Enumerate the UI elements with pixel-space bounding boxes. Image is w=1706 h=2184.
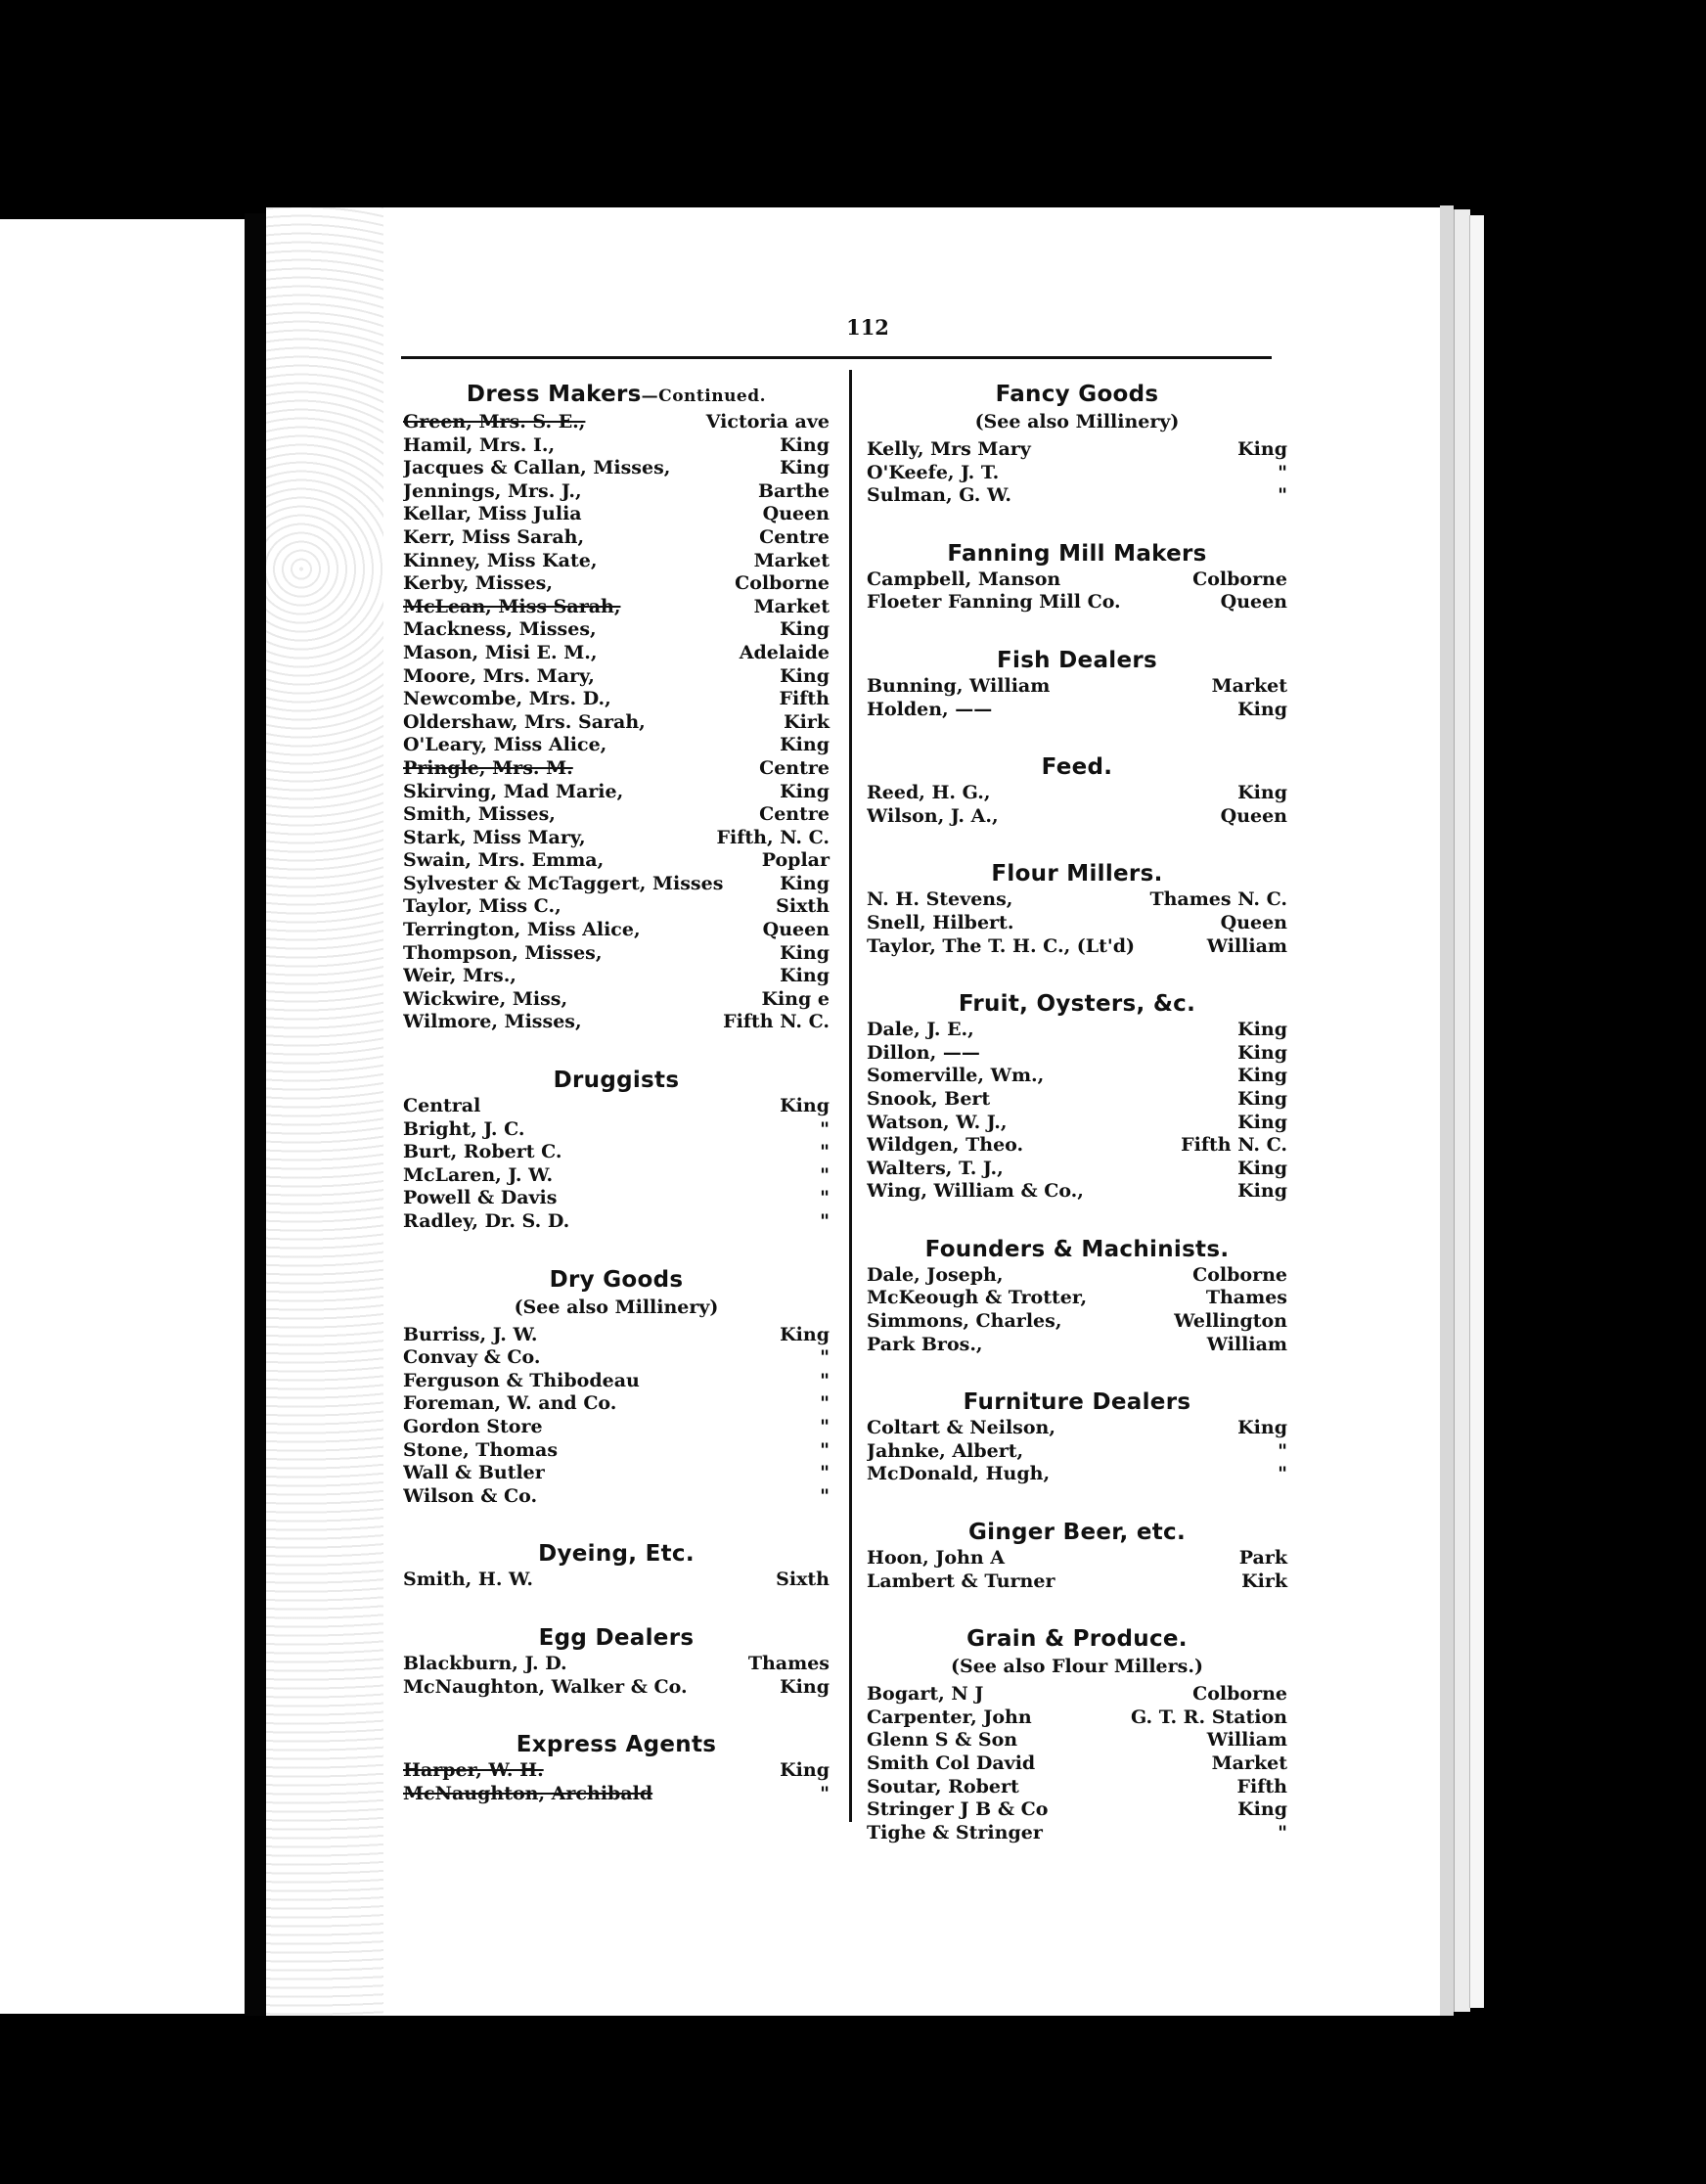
directory-entry: [403, 711, 830, 735]
entry-name: Ferguson & Thibodeau: [403, 1369, 640, 1391]
directory-entry: [867, 591, 1287, 614]
entry-name: Wickwire, Miss,: [403, 987, 568, 1010]
section-dry-goods: [403, 1265, 830, 1526]
entry-street: ": [820, 1782, 830, 1804]
section-furniture-dealers: [867, 1388, 1287, 1504]
directory-entry: [867, 1287, 1287, 1310]
directory-entry: [867, 1019, 1287, 1042]
section-heading: Fanning Mill Makers: [947, 540, 1207, 567]
directory-entry: [403, 827, 830, 850]
entry-name: Snook, Bert: [867, 1087, 991, 1110]
entry-name: Mason, Misi E. M.,: [403, 641, 598, 663]
entry-name: Burt, Robert C.: [403, 1141, 562, 1163]
directory-entry: [403, 942, 830, 966]
section-feed: [867, 752, 1287, 845]
entry-street: Thames: [1205, 1287, 1287, 1309]
section-heading: Egg Dealers: [538, 1624, 695, 1651]
entry-street: Market: [753, 595, 830, 617]
entry-street: William: [1206, 1333, 1287, 1355]
section-fancy-goods: [867, 380, 1287, 525]
entry-name: Sulman, G. W.: [867, 484, 1011, 507]
directory-entry: [403, 1370, 830, 1393]
entry-name: Jacques & Callan, Misses,: [403, 457, 671, 479]
entry-name: Thompson, Misses,: [403, 941, 603, 964]
directory-entry: [867, 1776, 1287, 1799]
entry-name: Kellar, Miss Julia: [403, 503, 582, 525]
directory-entry: [403, 642, 830, 665]
section-ginger-beer-etc: [867, 1518, 1287, 1611]
directory-entry: [867, 1042, 1287, 1066]
directory-entry: [403, 1759, 830, 1783]
page-edge: [1469, 215, 1484, 2008]
heading-suffix: —Continued.: [641, 387, 767, 406]
entry-street: Colborne: [1192, 1263, 1287, 1286]
directory-entry: [403, 849, 830, 873]
entry-street: King: [780, 1323, 830, 1345]
directory-entry: [403, 781, 830, 804]
entry-name: Glenn S & Son: [867, 1729, 1018, 1752]
entry-street: King: [780, 433, 830, 456]
entry-name: Bogart, N J: [867, 1683, 984, 1706]
directory-entry: [403, 1485, 830, 1509]
directory-entry: [403, 734, 830, 757]
entry-name: Jennings, Mrs. J.,: [403, 479, 582, 502]
entry-street: Centre: [759, 803, 830, 826]
entry-street: Thames N. C.: [1149, 888, 1287, 911]
entry-name: Hamil, Mrs. I.,: [403, 433, 556, 456]
entry-name: Dale, Joseph,: [867, 1263, 1004, 1286]
directory-entry: [403, 1210, 830, 1234]
entry-street: William: [1206, 1729, 1287, 1752]
entry-name: Kerr, Miss Sarah,: [403, 525, 585, 548]
entry-name: Kelly, Mrs Mary: [867, 438, 1031, 460]
entry-street: Queen: [1220, 911, 1287, 933]
entry-name: O'Leary, Miss Alice,: [403, 734, 607, 756]
entry-street: ": [1278, 484, 1287, 507]
section-fanning-mill-makers: [867, 539, 1287, 632]
entry-name: McNaughton, Walker & Co.: [403, 1675, 688, 1698]
entry-name: Snell, Hilbert.: [867, 911, 1014, 933]
entry-name: McNaughton, Archibald: [403, 1782, 653, 1804]
entry-name: McDonald, Hugh,: [867, 1463, 1051, 1485]
entry-name: Kinney, Miss Kate,: [403, 549, 598, 571]
directory-entry: [867, 438, 1287, 462]
entry-name: Holden, ——: [867, 698, 993, 720]
entry-street: King: [1237, 438, 1287, 460]
directory-entry: [867, 1729, 1287, 1752]
entry-street: Centre: [759, 525, 830, 548]
entry-street: ": [820, 1163, 830, 1186]
header-rule: [401, 356, 1272, 359]
entry-name: Soutar, Robert: [867, 1775, 1019, 1797]
entry-street: King: [780, 780, 830, 802]
entry-name: Wilson & Co.: [403, 1484, 538, 1507]
section-fruit-oysters-c: [867, 989, 1287, 1221]
section-flour-millers: [867, 859, 1287, 976]
entry-name: Stringer J B & Co: [867, 1798, 1049, 1821]
entry-street: Kirk: [784, 710, 830, 733]
directory-entry: [403, 1783, 830, 1806]
entry-street: ": [820, 1187, 830, 1209]
directory-page: [266, 207, 1440, 2016]
entry-name: Bunning, William: [867, 674, 1051, 697]
directory-entry: [867, 1264, 1287, 1288]
directory-entry: [403, 1164, 830, 1188]
entry-name: Stark, Miss Mary,: [403, 826, 586, 848]
entry-street: King: [1237, 1087, 1287, 1110]
entry-name: Watson, W. J.,: [867, 1111, 1008, 1133]
entry-name: Jahnke, Albert,: [867, 1439, 1024, 1462]
directory-entry: [867, 1112, 1287, 1135]
entry-street: King: [780, 1095, 830, 1117]
entry-name: Radley, Dr. S. D.: [403, 1210, 570, 1232]
directory-entry: [403, 457, 830, 480]
entry-name: Stone, Thomas: [403, 1438, 559, 1461]
page-edge: [1440, 205, 1454, 2016]
section-dress-makers: [403, 380, 830, 1052]
directory-entry: [867, 1134, 1287, 1158]
entry-name: McLean, Miss Sarah,: [403, 595, 621, 617]
directory-entry: [403, 572, 830, 596]
entry-name: Gordon Store: [403, 1415, 543, 1437]
entry-name: Bright, J. C.: [403, 1117, 525, 1140]
entry-name: Newcombe, Mrs. D.,: [403, 688, 611, 710]
entry-street: ": [820, 1369, 830, 1391]
directory-entry: [403, 1676, 830, 1700]
directory-entry: [403, 1187, 830, 1210]
entry-name: Dillon, ——: [867, 1041, 980, 1064]
print-speckle: [266, 207, 383, 2016]
entry-name: Kerby, Misses,: [403, 572, 553, 595]
entry-street: Fifth: [779, 688, 830, 710]
directory-entry: [403, 434, 830, 458]
entry-street: Queen: [762, 503, 830, 525]
entry-name: Smith, Misses,: [403, 803, 556, 826]
entry-street: Wellington: [1174, 1310, 1287, 1333]
entry-street: Park: [1238, 1547, 1287, 1570]
entry-street: G. T. R. Station: [1130, 1706, 1287, 1728]
entry-name: Reed, H. G.,: [867, 782, 991, 804]
entry-street: Fifth N. C.: [1181, 1134, 1287, 1157]
directory-entry: [403, 895, 830, 919]
entry-name: Taylor, The T. H. C., (Lt'd): [867, 934, 1136, 957]
entry-street: King: [780, 1759, 830, 1782]
entry-name: Tighe & Stringer: [867, 1821, 1043, 1843]
section-note: (See also Millinery): [514, 1296, 719, 1318]
section-heading: Feed.: [1041, 754, 1113, 781]
section-dyeing-etc: [403, 1539, 830, 1610]
entry-name: Taylor, Miss C.,: [403, 895, 561, 918]
entry-street: Fifth N. C.: [723, 1011, 830, 1033]
entry-name: Campbell, Manson: [867, 568, 1061, 590]
entry-street: ": [820, 1438, 830, 1461]
directory-entry: [403, 1653, 830, 1676]
section-druggists: [403, 1066, 830, 1251]
section-heading: Furniture Dealers: [963, 1389, 1191, 1416]
directory-entry: [867, 1334, 1287, 1357]
directory-entry: [867, 1417, 1287, 1440]
section-egg-dealers: [403, 1623, 830, 1716]
section-express-agents: [403, 1730, 830, 1823]
entry-name: Swain, Mrs. Emma,: [403, 849, 605, 872]
directory-entry: [403, 1324, 830, 1347]
entry-name: Terrington, Miss Alice,: [403, 919, 641, 941]
directory-entry: [867, 1570, 1287, 1594]
section-heading: Express Agents: [516, 1732, 717, 1758]
entry-name: McLaren, J. W.: [403, 1163, 554, 1186]
column-divider: [849, 370, 852, 1822]
directory-entry: [867, 805, 1287, 829]
directory-entry: [403, 988, 830, 1012]
entry-name: Harper, W. H.: [403, 1759, 544, 1782]
entry-name: Foreman, W. and Co.: [403, 1392, 617, 1415]
entry-street: Market: [1211, 1752, 1287, 1774]
directory-entry: [403, 1118, 830, 1142]
section-heading: Dyeing, Etc.: [538, 1541, 695, 1568]
entry-name: Wing, William & Co.,: [867, 1180, 1084, 1203]
entry-name: Dale, J. E.,: [867, 1019, 974, 1041]
directory-entry: [403, 480, 830, 504]
entry-street: Fifth, N. C.: [716, 826, 830, 848]
directory-entry: [867, 888, 1287, 912]
entry-name: Wilson, J. A.,: [867, 804, 999, 827]
directory-entry: [403, 411, 830, 434]
directory-entry: [403, 1462, 830, 1485]
directory-entry: [867, 1822, 1287, 1845]
entry-street: ": [820, 1392, 830, 1415]
section-heading: Dry Goods: [549, 1266, 684, 1293]
entry-street: Sixth: [776, 895, 830, 918]
entry-name: McKeough & Trotter,: [867, 1287, 1088, 1309]
entry-street: King: [780, 457, 830, 479]
directory-entry: [867, 912, 1287, 935]
entry-name: Wilmore, Misses,: [403, 1011, 582, 1033]
directory-entry: [403, 1416, 830, 1439]
entry-street: Queen: [762, 919, 830, 941]
entry-street: Queen: [1220, 591, 1287, 614]
directory-entry: [403, 618, 830, 642]
entry-name: Wildgen, Theo.: [867, 1134, 1024, 1157]
entry-street: Sixth: [776, 1569, 830, 1591]
directory-entry: [403, 1439, 830, 1463]
entry-name: Oldershaw, Mrs. Sarah,: [403, 710, 646, 733]
section-heading: Dress Makers—Continued.: [466, 382, 767, 407]
directory-entry: [403, 965, 830, 988]
directory-entry: [403, 1392, 830, 1416]
entry-street: ": [1278, 1463, 1287, 1485]
directory-entry: [867, 935, 1287, 959]
directory-entry: [867, 484, 1287, 508]
entry-street: King: [780, 618, 830, 641]
section-fish-dealers: [867, 646, 1287, 739]
entry-street: ": [1278, 1439, 1287, 1462]
entry-street: ": [820, 1346, 830, 1369]
entry-name: Hoon, John A: [867, 1547, 1005, 1570]
entry-street: King: [780, 941, 830, 964]
entry-street: William: [1206, 934, 1287, 957]
directory-entry: [867, 1752, 1287, 1776]
entry-street: Queen: [1220, 804, 1287, 827]
entry-name: Smith Col David: [867, 1752, 1036, 1774]
section-heading: Druggists: [553, 1068, 680, 1094]
entry-name: O'Keefe, J. T.: [867, 461, 1000, 483]
directory-entry: [403, 526, 830, 550]
entry-name: Blackburn, J. D.: [403, 1652, 567, 1674]
entry-street: Colborne: [735, 572, 830, 595]
directory-entry: [867, 1158, 1287, 1181]
directory-entry: [867, 782, 1287, 805]
entry-street: King: [1237, 782, 1287, 804]
directory-entry: [867, 1065, 1287, 1088]
entry-street: ": [820, 1210, 830, 1232]
page-number: 112: [846, 315, 889, 340]
entry-street: Barthe: [757, 479, 830, 502]
directory-entry: [403, 665, 830, 689]
entry-street: King: [1237, 1798, 1287, 1821]
entry-street: King: [780, 734, 830, 756]
directory-entry: [403, 803, 830, 827]
directory-entry: [867, 569, 1287, 592]
section-heading: Flour Millers.: [991, 861, 1163, 887]
section-heading: Founders & Machinists.: [924, 1236, 1230, 1262]
entry-street: Market: [753, 549, 830, 571]
entry-street: ": [1278, 461, 1287, 483]
entry-name: Coltart & Neilson,: [867, 1417, 1055, 1439]
directory-entry: [403, 688, 830, 711]
entry-name: Convay & Co.: [403, 1346, 541, 1369]
directory-entry: [867, 675, 1287, 699]
entry-street: Market: [1211, 674, 1287, 697]
page-edge: [1454, 209, 1470, 2012]
entry-street: King: [1237, 1041, 1287, 1064]
entry-street: King: [1237, 1180, 1287, 1203]
section-founders-machinists: [867, 1235, 1287, 1374]
entry-street: King: [1237, 698, 1287, 720]
entry-street: ": [820, 1141, 830, 1163]
directory-entry: [403, 1095, 830, 1118]
directory-entry: [403, 919, 830, 942]
left-column: [403, 380, 830, 1823]
entry-name: Powell & Davis: [403, 1187, 558, 1209]
directory-entry: [403, 1569, 830, 1592]
directory-entry: [867, 1463, 1287, 1486]
directory-entry: [867, 1180, 1287, 1204]
entry-street: Adelaide: [739, 641, 830, 663]
directory-entry: [403, 1346, 830, 1370]
section-heading: Fruit, Oysters, &c.: [958, 991, 1196, 1018]
directory-entry: [867, 1706, 1287, 1730]
section-heading: Ginger Beer, etc.: [967, 1520, 1187, 1546]
directory-entry: [403, 503, 830, 526]
entry-street: King: [1237, 1417, 1287, 1439]
entry-street: King: [1237, 1019, 1287, 1041]
section-note: (See also Flour Millers.): [951, 1656, 1203, 1678]
entry-street: King: [780, 872, 830, 894]
right-column: [867, 380, 1287, 1862]
entry-name: Carpenter, John: [867, 1706, 1032, 1728]
entry-name: Walters, T. J.,: [867, 1157, 1004, 1179]
directory-entry: [403, 757, 830, 781]
entry-name: Skirving, Mad Marie,: [403, 780, 624, 802]
facing-page: [0, 219, 245, 2014]
section-grain-produce: [867, 1624, 1287, 1862]
entry-name: Park Bros.,: [867, 1333, 983, 1355]
entry-street: Colborne: [1192, 1683, 1287, 1706]
section-note: (See also Millinery): [974, 411, 1180, 432]
directory-entry: [867, 1547, 1287, 1570]
entry-name: Floeter Fanning Mill Co.: [867, 591, 1121, 614]
directory-entry: [403, 873, 830, 896]
entry-name: Burriss, J. W.: [403, 1323, 538, 1345]
directory-entry: [403, 1141, 830, 1164]
entry-name: Weir, Mrs.,: [403, 965, 516, 987]
entry-street: ": [820, 1484, 830, 1507]
book-gutter: [245, 213, 266, 2016]
entry-name: Mackness, Misses,: [403, 618, 597, 641]
entry-name: Green, Mrs. S. E.,: [403, 411, 586, 432]
entry-name: Moore, Mrs. Mary,: [403, 664, 595, 687]
directory-entry: [867, 1440, 1287, 1464]
entry-name: Somerville, Wm.,: [867, 1065, 1045, 1087]
entry-street: ": [820, 1462, 830, 1484]
entry-name: N. H. Stevens,: [867, 888, 1013, 911]
directory-entry: [867, 1798, 1287, 1822]
entry-street: King: [1237, 1111, 1287, 1133]
entry-street: Centre: [759, 756, 830, 779]
directory-entry: [867, 699, 1287, 722]
entry-street: ": [820, 1415, 830, 1437]
entry-street: King: [1237, 1065, 1287, 1087]
entry-street: ": [820, 1117, 830, 1140]
entry-street: Victoria ave: [705, 411, 830, 432]
entry-street: Thames: [747, 1652, 830, 1674]
section-heading: Grain & Produce.: [966, 1626, 1188, 1653]
directory-entry: [867, 1683, 1287, 1706]
entry-name: Sylvester & McTaggert, Misses: [403, 872, 724, 894]
entry-street: Colborne: [1192, 568, 1287, 590]
entry-name: Central: [403, 1095, 481, 1117]
entry-street: ": [1278, 1821, 1287, 1843]
entry-name: Smith, H. W.: [403, 1569, 534, 1591]
entry-name: Wall & Butler: [403, 1462, 545, 1484]
entry-street: King: [780, 664, 830, 687]
section-heading: Fancy Goods: [995, 382, 1159, 407]
directory-entry: [403, 1011, 830, 1034]
entry-street: King: [780, 965, 830, 987]
directory-entry: [403, 550, 830, 573]
entry-name: Simmons, Charles,: [867, 1310, 1062, 1333]
section-heading: Fish Dealers: [997, 647, 1157, 673]
entry-name: Pringle, Mrs. M.: [403, 756, 573, 779]
entry-street: Fifth: [1236, 1775, 1287, 1797]
entry-name: Lambert & Turner: [867, 1570, 1055, 1592]
entry-street: Poplar: [761, 849, 830, 872]
entry-street: Kirk: [1241, 1570, 1287, 1592]
directory-entry: [403, 596, 830, 619]
entry-street: King e: [761, 987, 830, 1010]
directory-entry: [867, 462, 1287, 485]
directory-entry: [867, 1088, 1287, 1112]
entry-street: King: [1237, 1157, 1287, 1179]
directory-entry: [867, 1310, 1287, 1334]
entry-street: King: [780, 1675, 830, 1698]
